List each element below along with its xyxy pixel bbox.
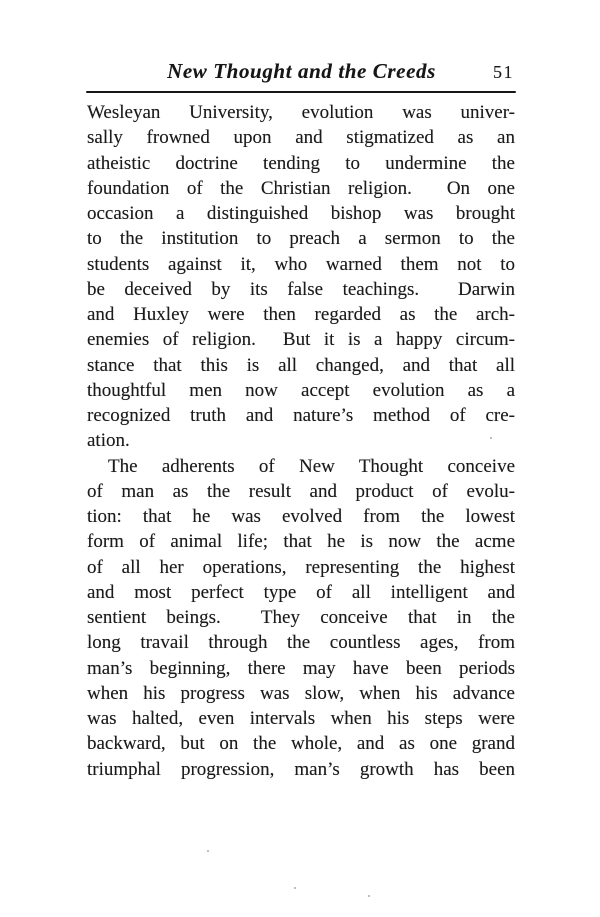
page-number: 51	[493, 62, 514, 82]
running-head-title: New Thought and the Creeds	[167, 59, 436, 83]
scan-speck	[490, 437, 492, 439]
scan-speck	[368, 895, 370, 897]
text-line: of man as the result and product of evolu-	[87, 480, 515, 502]
text-line: backward, but on the whole, and as one grand	[87, 733, 515, 755]
body-text	[87, 100, 515, 782]
text-line: triumphal progression, man’s growth has been	[87, 758, 515, 780]
text-line: be deceived by its false teachings. Darwin	[87, 278, 515, 300]
scan-speck	[294, 887, 296, 889]
text-line: sally frowned upon and stigmatized as an	[87, 127, 515, 149]
text-line: sentient beings. They conceive that in the	[87, 607, 515, 628]
text-line: long travail through the countless ages, from	[87, 632, 515, 654]
text-line: atheistic doctrine tending to undermine the	[87, 152, 515, 174]
text-line: occasion a distinguished bishop was brought	[87, 203, 515, 224]
text-line: of all her operations, representing the highest	[87, 556, 515, 578]
text-line: to the institution to preach a sermon to the	[87, 228, 515, 250]
text-line: thoughtful men now accept evolution as a	[87, 379, 515, 401]
text-line: and Huxley were then regarded as the arch-	[87, 304, 515, 325]
text-line: ation.	[87, 430, 130, 452]
text-line: and most perfect type of all intelligent and	[87, 581, 515, 603]
text-line: stance that this is all changed, and that all	[87, 354, 515, 376]
text-line: man’s beginning, there may have been periods	[87, 657, 515, 679]
text-line: was halted, even intervals when his steps were	[87, 708, 515, 729]
text-line: form of animal life; that he is now the acme	[87, 531, 515, 553]
text-line: enemies of religion. But it is a happy circum-	[87, 329, 515, 351]
page-header	[87, 59, 516, 89]
text-line: The adherents of New Thought conceive	[108, 455, 515, 477]
scan-speck	[207, 850, 209, 852]
text-line: recognized truth and nature’s method of cre-	[87, 405, 515, 426]
header-rule	[86, 91, 516, 93]
text-line: foundation of the Christian religion. On one	[87, 177, 515, 199]
text-line: students against it, who warned them not to	[87, 253, 515, 275]
text-line: when his progress was slow, when his advance	[87, 682, 515, 704]
text-line: tion: that he was evolved from the lowest	[87, 506, 515, 527]
text-line: Wesleyan University, evolution was univer-	[87, 102, 515, 123]
